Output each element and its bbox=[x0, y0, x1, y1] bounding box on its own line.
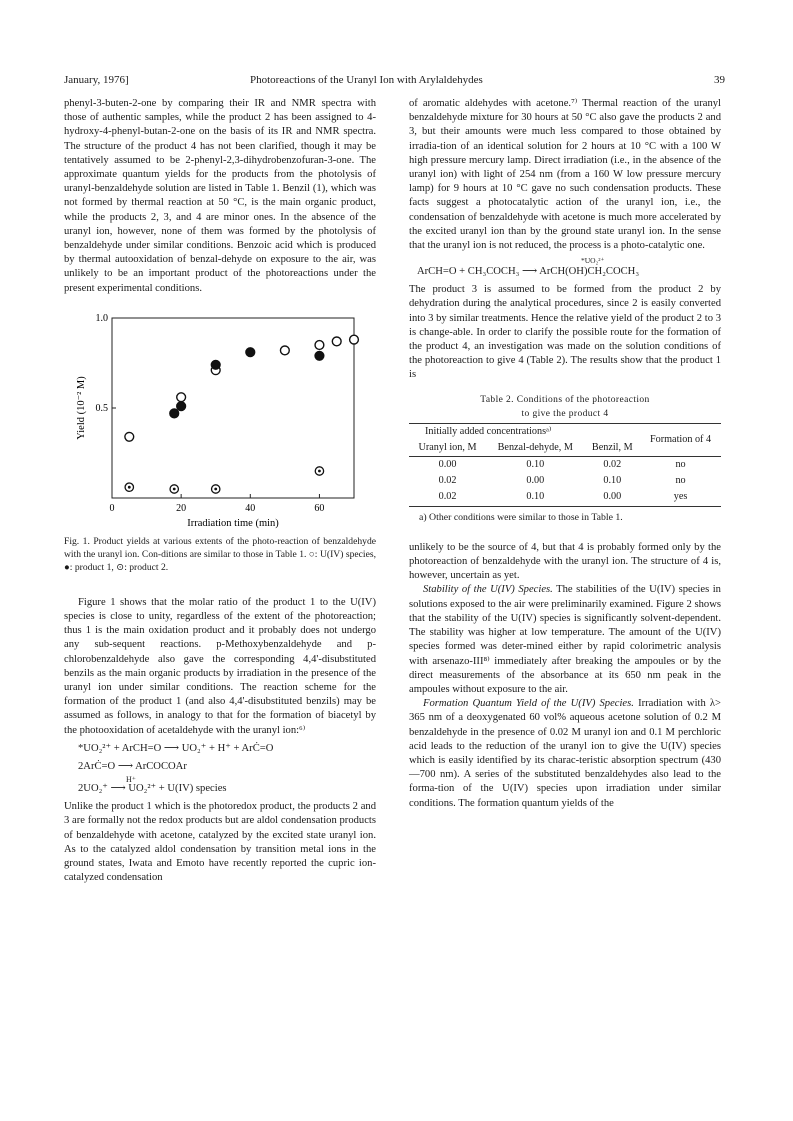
x-tick-label: 40 bbox=[245, 502, 256, 514]
data-point-product-2 bbox=[170, 485, 178, 493]
figure-1-caption: Fig. 1. Product yields at various extents of the photo-reaction of benzaldehyde with the uranyl ion. Con-ditions are similar to those in Table 1. ○: U(IV) species, ●: product 1, ⊙: product 2. bbox=[64, 535, 376, 573]
left-paragraph-3: Unlike the product 1 which is the photoredox product, the products 2 and 3 are formally not the redox products but are aldol condensation products of benzaldehyde with acetone, catalyzed by the excited state uranyl ion. As to the catalyzed aldol condensation by transition metal ions in the ground states, Iwata and Emoto have recently reported the cupric ion-catalyzed condensation bbox=[64, 801, 376, 884]
data-point-product-2 bbox=[212, 485, 220, 493]
data-point-product-1 bbox=[315, 351, 324, 360]
table-header-benzil: Benzil, M bbox=[591, 441, 633, 453]
right-paragraph-3: unlikely to be the source of 4, but that 4 is probably formed only by the photoreaction of benzaldehyde with the uranyl ion. The structure of 4 is, however, uncertain as yet. bbox=[409, 541, 721, 582]
x-tick-label: 0 bbox=[109, 502, 115, 514]
equation-1: *UO₂²⁺ + ArCH=O ⟶ UO₂⁺ + H⁺ + ArĊ=O bbox=[78, 742, 274, 754]
equation-2: 2ArĊ=O ⟶ ArCOCOAr bbox=[78, 761, 187, 773]
running-header-left: January, 1976] bbox=[64, 74, 129, 86]
figure-1-chart bbox=[64, 308, 376, 533]
data-point-product-1 bbox=[177, 401, 186, 410]
data-point-uiv bbox=[350, 335, 359, 344]
table-header-formation: Formation of 4 bbox=[649, 433, 712, 445]
left-column bbox=[64, 97, 376, 886]
section-heading-quantum-yield: Formation Quantum Yield of the U(IV) Species. bbox=[423, 698, 634, 710]
right-column bbox=[409, 97, 721, 811]
data-point-uiv bbox=[280, 346, 289, 355]
data-point-uiv bbox=[332, 337, 341, 346]
data-point-uiv bbox=[177, 393, 186, 402]
table-row: 0.00 0.10 0.02 no bbox=[438, 459, 686, 471]
right-paragraph-1: of aromatic aldehydes with acetone.⁷⁾ Thermal reaction of the uranyl benzaldehyde mixture for 30 hours at 50 °C also gave the products 2 and 3, but their amounts were much less compared to those obtained by irradia-tion of an identical solution for 2 hours at 10 °C with a 100 W high pressure mercury lamp. Direct irradiation (i.e., in the absence of the uranyl ion) with light of 254 nm (from a 160 W low pressure mercury lamp) for 9 hours at 10 °C gave no such condensation products. These facts suggest a photocatalytic action of the uranyl ion, i.e., the condensation of benzaldehyde with acetone is much more accelerated by the excited uranyl ion than by the ground state uranyl ion. In the sense that the uranyl ion is not reduced, the process is a photo-catalytic one. bbox=[409, 98, 721, 252]
table-2 bbox=[409, 423, 721, 507]
y-tick-label: 0.5 bbox=[95, 402, 108, 414]
table-row: 0.02 0.00 0.10 no bbox=[438, 475, 686, 487]
right-paragraph-5: Formation Quantum Yield of the U(IV) Species. Irradiation with λ> 365 nm of a deoxygenated 60 vol% aqueous acetone solution of 0.2 M benzaldehyde in the presence of 0.02 M uranyl ion and 0.1 M perchloric acid leads to the reduction of the uranyl ion to give the U(IV) species which is easily identified by its charac-teristic absorption spectrum (430—700 nm). A series of the substituted benzaldehydes also lead to the forma-tion of the U(IV) species upon irradiation under similar conditions. The formation quantum yields of the bbox=[409, 698, 722, 809]
x-tick-label: 20 bbox=[176, 502, 187, 514]
data-point-product-1 bbox=[211, 360, 220, 369]
data-point-product-2 bbox=[125, 483, 133, 491]
left-paragraph-2: Figure 1 shows that the molar ratio of the product 1 to the U(IV) species is close to unity, regardless of the extent of the photoreaction; thus 1 is the main oxidation product and it probably does not undergo any sub-sequent reactions. p-Methoxybenzaldehyde and p-chlorobenzaldehyde also gave the corresponding 4,4'-disubstituted benzils as the main organic products by irradiation in the presence of the uranyl ion under similar conditions. The reaction scheme for the formation of the product 1 (and also 4,4'-disubstituted benzils) may be assumed as follows, in analogy to that for the formation of biacetyl by the photooxidation of acetaldehyde with the uranyl ion:⁶⁾ bbox=[64, 596, 376, 736]
section-heading-stability: Stability of the U(IV) Species. bbox=[423, 584, 553, 596]
equation-3-catalyst: H⁺ bbox=[126, 775, 136, 785]
data-point-product-1 bbox=[246, 347, 255, 356]
table-2-footnote: a) Other conditions were similar to those in Table 1. bbox=[419, 511, 623, 523]
equation-4-catalyst: *UO₂²⁺ bbox=[581, 256, 605, 266]
table-header-benzaldehyde: Benzal-dehyde, M bbox=[497, 441, 573, 453]
y-axis-label: Yield (10⁻² M) bbox=[76, 376, 87, 440]
table-2-title: Table 2. Conditions of the photoreaction to give the product 4 bbox=[480, 394, 650, 419]
data-point-product-1 bbox=[170, 409, 179, 418]
data-point-uiv bbox=[315, 340, 324, 349]
page-number: 39 bbox=[714, 74, 725, 86]
x-tick-label: 60 bbox=[314, 502, 325, 514]
right-paragraph-2: The product 3 is assumed to be formed from the product 2 by dehydration during the analytical procedures, since 2 is easily converted into 3 by similar treatments. Hence the relative yield of the product 2 to 3 is change-able. In order to clarify the possible route for the formation of the product 4, an investigation was made on the solution conditions of the photoreaction to give 4 (Table 2). The results show that the product 1 is bbox=[409, 284, 721, 381]
right-paragraph-4: Stability of the U(IV) Species. The stabilities of the U(IV) species in solutions exposed to the air were preliminarily examined. Figure 2 shows that the stability of the U(IV) species is significantly solvent-dependent. The stability was higher at low temperature. The amount of the U(IV) species formed was deter-mined either by rapid colorimetric analysis with arsenazo-III⁸⁾ immediately after breaking the ampoules or by the direct measurements of the absorbance at its 650 nm peak in the ampoules without exposure to the air. bbox=[409, 584, 721, 695]
equation-4: ArCH=O + CH₃COCH₃ ⟶ ArCH(OH)CH₂COCH₃ bbox=[417, 266, 640, 278]
x-axis-label: Irradiation time (min) bbox=[187, 517, 279, 529]
table-row: 0.02 0.10 0.00 yes bbox=[409, 489, 721, 506]
left-paragraph-1: phenyl-3-buten-2-one by comparing their IR and NMR spectra with those of authentic samples, while the product 2 has been assigned to 4-hydroxy-4-phenyl-butan-2-one on the basis of its IR and NMR spectra. The structure of the product 4 has not been clarified, though it may be tentatively assumed to be 2-phenyl-2,3-dihydrobenzofuran-3-one. The approximate quantum yields for the products from the photolysis of uranyl-benzaldehyde solution are listed in Table 1. Benzil (1), which was not formed by thermal reaction at 50 °C, is the main organic product, while the products 2, 3, and 4 are minor ones. In the absence of the uranyl ion, however, none of them was formed by the photolysis of benzaldehyde under similar conditions. Benzoic acid which is produced by thermal autooxidation of benzal-dehyde on exposure to the air, was unlikely to be an important product of the photoreactions under the present experimental conditions. bbox=[64, 98, 376, 294]
data-point-uiv bbox=[125, 432, 134, 441]
y-tick-label: 1.0 bbox=[95, 312, 108, 324]
data-point-product-2 bbox=[315, 467, 323, 475]
equation-3: 2UO₂⁺ ⟶ UO₂²⁺ + U(IV) species bbox=[78, 783, 227, 795]
table-header-uranyl: Uranyl ion, M bbox=[418, 441, 477, 453]
running-header-title: Photoreactions of the Uranyl Ion with Arylaldehydes bbox=[250, 74, 483, 86]
table-group-header: Initially added concentrationsᵃ⁾ bbox=[425, 425, 552, 437]
